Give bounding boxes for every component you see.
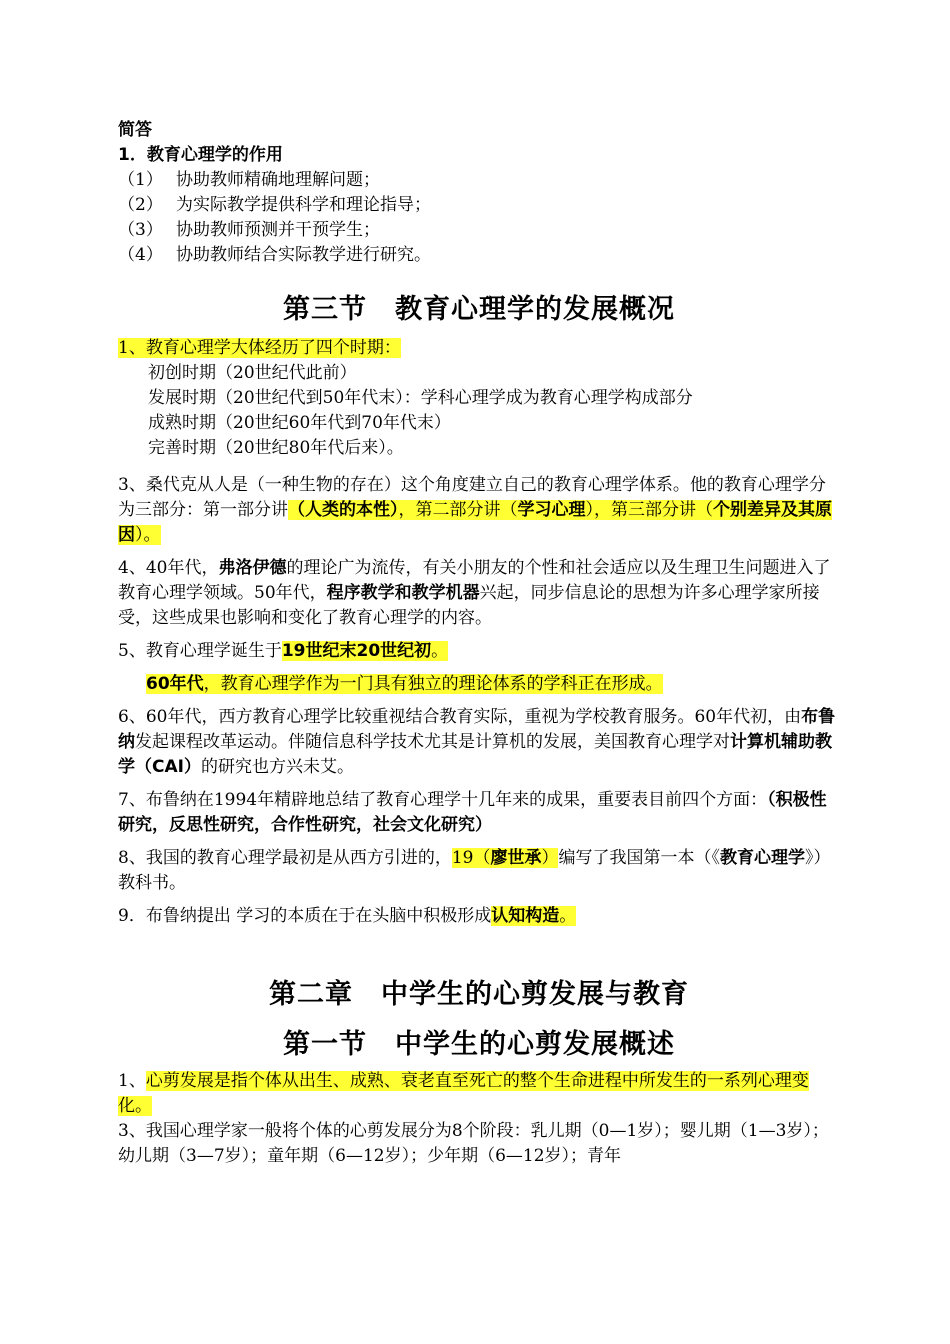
chapter-title: 第二章 中学生的心剪发展与教育 [269,979,689,1010]
paragraph-4: 4、40年代，弗洛伊德的理论广为流传，有关小朋友的个性和社会适应以及生理卫生问题进入了教育心理学领域。50年代，程序教学和教学机器兴起，同步信息论的思想为许多心理学家所接受，这些成果也影响和变化了教育心理学的内容。 [118,558,831,628]
document-page [118,118,840,1169]
section-title: 第三节 教育心理学的发展概况 [283,294,675,325]
periods-list [118,361,840,461]
paragraph-5b: 60年代，教育心理学作为一门具有独立的理论体系的学科正在形成。 [146,674,663,694]
period-item: 成熟时期（20世纪60年代到70年代末） [148,413,451,433]
paragraph-8: 8、我国的教育心理学最初是从西方引进的，19（廖世承）编写了我国第一本（《教育心理学》）教科书。 [118,848,831,893]
paragraph-9: 9．布鲁纳提出 学习的本质在于在头脑中积极形成认知构造。 [118,906,577,926]
periods-title: 1、教育心理学大体经历了四个时期： [118,338,401,358]
question-title: 1．教育心理学的作用 [118,145,283,165]
section-title: 第一节 中学生的心剪发展概述 [283,1029,675,1060]
intro-heading: 简答 [118,120,152,140]
list-item: （3） 协助教师预测并干预学生； [118,220,380,240]
chapter-paragraph-3: 3、我国心理学家一般将个体的心剪发展分为8个阶段：乳儿期（0—1岁）；婴儿期（1—3岁）；幼儿期（3—7岁）；童年期（6—12岁）；少年期（6—12岁）；青年 [118,1121,829,1166]
paragraph-3: 3、桑代克从人是（一种生物的存在）这个角度建立自己的教育心理学体系。他的教育心理学分为三部分：第一部分讲（人类的本性），第二部分讲（学习心理），第三部分讲（个别差异及其原因）。 [118,475,832,545]
paragraph-7: 7、布鲁纳在1994年精辟地总结了教育心理学十几年来的成果，重要表目前四个方面：（积极性研究，反思性研究，合作性研究，社会文化研究） [118,790,827,835]
period-item: 初创时期（20世纪代此前） [148,363,357,383]
list-item: （2） 为实际教学提供科学和理论指导； [118,195,431,215]
answer-list [118,168,840,268]
paragraph-6: 6、60年代，西方教育心理学比较重视结合教育实际，重视为学校教育服务。60年代初，由布鲁纳发起课程改革运动。伴随信息科学技术尤其是计算机的发展，美国教育心理学对计算机辅助教学（CAI）的研究也方兴未艾。 [118,707,836,777]
list-item: （1） 协助教师精确地理解问题； [118,170,380,190]
period-item: 完善时期（20世纪80年代后来）。 [148,438,404,458]
paragraph-5: 5、教育心理学诞生于19世纪末20世纪初。 [118,641,449,661]
period-item: 发展时期（20世纪代到50年代末）：学科心理学成为教育心理学构成部分 [148,388,693,408]
chapter-paragraph-1: 1、心剪发展是指个体从出生、成熟、衰老直至死亡的整个生命进程中所发生的一系列心理变化。 [118,1071,809,1116]
list-item: （4） 协助教师结合实际教学进行研究。 [118,245,431,265]
